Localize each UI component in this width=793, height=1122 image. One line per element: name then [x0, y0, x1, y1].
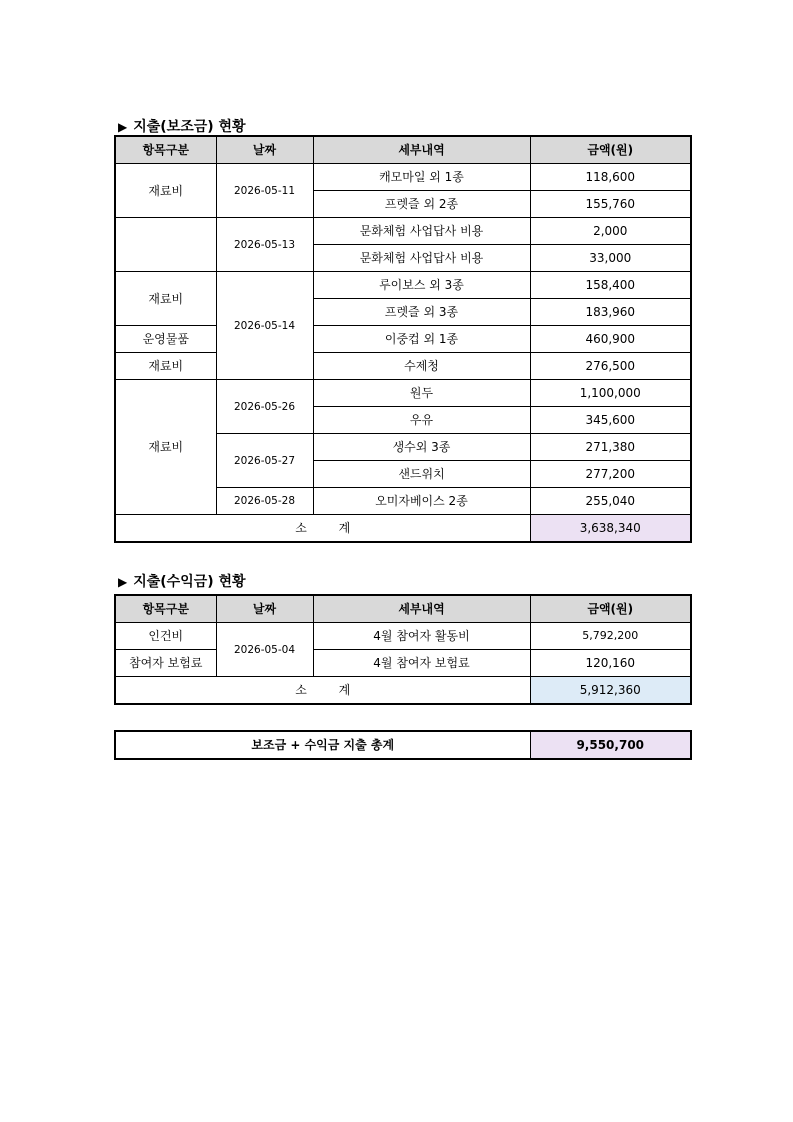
amount-cell: 255,040	[530, 488, 691, 515]
detail-cell: 우유	[313, 407, 530, 434]
triangle-bullet-icon: ▶	[118, 120, 128, 134]
header-amount: 금액(원)	[530, 595, 691, 623]
amount-cell: 460,900	[530, 326, 691, 353]
amount-cell: 2,000	[530, 218, 691, 245]
subtotal-label: 소 계	[115, 515, 530, 543]
amount-cell: 155,760	[530, 191, 691, 218]
amount-cell: 271,380	[530, 434, 691, 461]
subsidy-expense-table	[114, 135, 692, 543]
detail-cell: 4월 참여자 활동비	[313, 623, 530, 650]
section1-title: ▶ 지출(보조금) 현황	[118, 119, 246, 135]
table-row	[115, 272, 691, 299]
date-cell: 2026-05-28	[216, 488, 313, 515]
date-cell: 2026-05-27	[216, 434, 313, 488]
header-date: 날짜	[216, 136, 313, 164]
amount-cell: 345,600	[530, 407, 691, 434]
amount-cell: 5,792,200	[530, 623, 691, 650]
header-category: 항목구분	[115, 136, 216, 164]
category-cell: 재료비	[115, 353, 216, 380]
amount-cell: 120,160	[530, 650, 691, 677]
detail-cell: 샌드위치	[313, 461, 530, 488]
header-detail: 세부내역	[313, 595, 530, 623]
table-row	[115, 326, 691, 353]
amount-cell: 183,960	[530, 299, 691, 326]
detail-cell: 4월 참여자 보험료	[313, 650, 530, 677]
header-amount: 금액(원)	[530, 136, 691, 164]
amount-cell: 158,400	[530, 272, 691, 299]
category-cell: 재료비	[115, 272, 216, 326]
amount-cell: 118,600	[530, 164, 691, 191]
header-date: 날짜	[216, 595, 313, 623]
table-row	[115, 353, 691, 380]
category-cell: 참여자 보험료	[115, 650, 216, 677]
category-cell: 재료비	[115, 164, 216, 218]
date-cell: 2026-05-14	[216, 272, 313, 380]
detail-cell: 원두	[313, 380, 530, 407]
detail-cell: 이중컵 외 1종	[313, 326, 530, 353]
detail-cell: 루이보스 외 3종	[313, 272, 530, 299]
header-category: 항목구분	[115, 595, 216, 623]
detail-cell: 오미자베이스 2종	[313, 488, 530, 515]
grand-total-table	[114, 730, 692, 760]
category-cell: 재료비	[115, 380, 216, 515]
date-cell: 2026-05-13	[216, 218, 313, 272]
subtotal-value: 5,912,360	[530, 677, 691, 705]
table-row	[115, 164, 691, 191]
table-row	[115, 650, 691, 677]
detail-cell: 문화체험 사업답사 비용	[313, 218, 530, 245]
table-header-row	[115, 136, 691, 164]
grand-total-value: 9,550,700	[530, 731, 691, 759]
subtotal-value: 3,638,340	[530, 515, 691, 543]
category-cell: 인건비	[115, 623, 216, 650]
triangle-bullet-icon: ▶	[118, 575, 128, 589]
table-row	[115, 218, 691, 245]
subtotal-row	[115, 515, 691, 543]
category-cell: 운영물품	[115, 326, 216, 353]
subtotal-label: 소 계	[115, 677, 530, 705]
section2-title: ▶ 지출(수익금) 현황	[118, 574, 246, 590]
amount-cell: 276,500	[530, 353, 691, 380]
date-cell: 2026-05-04	[216, 623, 313, 677]
table-row	[115, 623, 691, 650]
amount-cell: 277,200	[530, 461, 691, 488]
grand-total-label: 보조금 + 수익금 지출 총계	[115, 731, 530, 759]
detail-cell: 프렛즐 외 2종	[313, 191, 530, 218]
detail-cell: 캐모마일 외 1종	[313, 164, 530, 191]
date-cell: 2026-05-11	[216, 164, 313, 218]
date-cell: 2026-05-26	[216, 380, 313, 434]
header-detail: 세부내역	[313, 136, 530, 164]
table-header-row	[115, 595, 691, 623]
grand-total-row	[115, 731, 691, 759]
amount-cell: 1,100,000	[530, 380, 691, 407]
category-cell	[115, 218, 216, 272]
detail-cell: 문화체험 사업답사 비용	[313, 245, 530, 272]
subtotal-row	[115, 677, 691, 705]
detail-cell: 프렛즐 외 3종	[313, 299, 530, 326]
revenue-expense-table	[114, 594, 692, 705]
table-row	[115, 380, 691, 407]
amount-cell: 33,000	[530, 245, 691, 272]
detail-cell: 생수외 3종	[313, 434, 530, 461]
detail-cell: 수제청	[313, 353, 530, 380]
